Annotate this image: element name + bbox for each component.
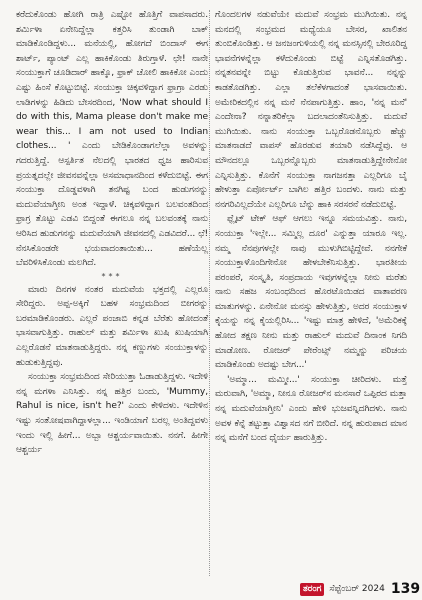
paragraph: ಕರೆದುಕೊಂಡು ಹೋಗಿ ರಾತ್ರಿ ಎಷ್ಟೋ ಹೊತ್ತಿಗೆ ವಾಪಸಾದರು. ಶರ್ಮಿಳಾ ಏನೇನಿದ್ದೆಲ್ಲಾ ಕತ್ತರಿಸಿ ತುಂಡಾಗಿ ಬಾಕ್ ಮಾಡಿಕೊಂಡಿದ್ದಳು... ಮನೆಯಲ್ಲಿ, ಹೋಗದೆ ಬಿಂದಾಸ್ ಈಗ ಶಾರ್ಟ್, ಪ್ಯಾಂಟ್ ಎಲ್ಲ ಹಾಕಿಕೊಂಡು ತಿರುಗ್ತಾಳೆ. ಛೇ! ನಾನೇ ಸಂಯುಕ್ತಾಗೆ ಚೂಡಿದಾರ್ ಹಾಕ್ಕೊ, ಫ್ರಾಕ್ ಚೋಲಿ ಹಾಕಿಕೋ ಎಂದು ಎಷ್ಟು ಹಿಂಸೆ ಕೊಟ್ಟುಬಿಟ್ಟೆ. ಸಂಯುಕ್ತಾ ಚಿಕ್ಕವಳಿದ್ದಾಗ ಫ್ರಾಗ್ರಾ ಎರಡು ಲಾಡಿಗಳನ್ನು ಹಿಡಿದು ಬೇಸರದಿಂದ, 'Now what should I do with this, Mama please don't make me wear this... I am not used to Indian clothes... ' ಎಂದು ಬೇಡಿಕೊಂಡಾಗಲೆಲ್ಲಾ ಅವಳನ್ನು ಗದರುತ್ತಿದ್ದೆ. ಆಸ್ಪರ್ತಿತ ನೆಲದಲ್ಲಿ ಭಾರತದ ಧ್ವಜ ಹಾರಿಸುವ ಪ್ರಯತ್ನದಲ್ಲೇ ಜೀವನವನ್ನೆಲ್ಲಾ ಅಸಮಾಧಾನದಿಂದ ಕಳೆದುಬಿಟ್ಟೆ. ಈಗ ಸಂಯುಕ್ತಾ ದೊಡ್ಡವಳಾಗಿ ತನಗಿಷ್ಟ ಬಂದ ಹುಡುಗನನ್ನು ಮದುವೆಯಾಗ್ತೀನಿ ಅಂತ ಇದ್ದಾಳೆ. ಚಿಕ್ಕವಳಿದ್ದಾಗ ಬಲವಂತದಿಂದ ಫ್ರಾಗ್ರ ತೊಟ್ಟು ಎಡವಿ ಬಿದ್ದಂತೆ ಈಗಲೂ ನನ್ನ ಬಲವಂತಕ್ಕೆ ನಾನು ಆರಿಸಿದ ಹುಡುಗನನ್ನು ಮದುವೆಯಾಗಿ ಜೀವನದಲ್ಲಿ ಎಡವಿದರೆ... ಛೆ! ನೆನಸಿಕೊಂಡರೇ ಭಯವಾದಂತಾಯಿತು... ಹಣೆಯೆಲ್ಲ ಬೆವರಿಳಿಸಿಕೊಂಡು ಮಲಗಿದೆ. bbox=[16, 10, 208, 269]
paragraph: ಗೊಂದಲಗಳ ನಡುವೆಯೇ ಮದುವೆ ಸಂಭ್ರಮ ಮುಗಿಯಿತು. ನನ್ನ ಮನದಲ್ಲಿ ಸಂಭ್ರಮದ ಮಧ್ಯೆಯೂ ಬೇಸರ, ಖಾಲಿತನ ತುಂಬಿಕೊಂಡಿತ್ತು. ಆ ಜನಜಂಗುಳಿಯಲ್ಲಿ ನನ್ನ ಮನಸ್ಸಿನಲ್ಲಿ ಬೇರೂರಿದ್ದ ಭಾವನೆಗಳನ್ನೆಲ್ಲಾ ಕಳೆದುಕೊಂಡು ಬಿಟ್ಟೆ ಎನ್ನಿಸತೊಡಗಿತ್ತು. ನನ್ನತನವನ್ನೇ ಬಿಟ್ಟು ಕೊಡುತ್ತಿರುವ ಭಾವನೆ... ನನ್ನನ್ನು ಕಾಡತೊಡಗಿತ್ತು. ಎಲ್ಲಾ ತಲೆಕೆಳಗಾದಂತೆ ಭಾಸವಾಯಿತು. ಅಮೇರಿಕದಲ್ಲಿನ ನನ್ನ ಮನೆ ನೆನಪಾಗುತ್ತಿತ್ತು. ಹಾಂ, 'ನನ್ನ ಮನೆ' ಎಂದೇನಾ? ನನ್ನಾತರಿಕೆಲ್ಲಾ ಬದಲಾದಂತೆನಿಸುತ್ತಿತ್ತು. ಮದುವೆ ಮುಗಿಯಿತು. ನಾನು ಸಂಯುಕ್ತಾ ಒಬ್ಬರೊಡನೊಬ್ಬರು ಹೆಚ್ಚು ಮಾತನಾಡದೆ ವಾಪಸ್ ಹೊರಡುವ ತಯಾರಿ ನಡೆಸಿದ್ದೆವು. ಆ ಮೌನದಲ್ಲೂ ಒಬ್ಬರನ್ನೊಬ್ಬರು ಮಾತನಾಡುತ್ತಿದ್ದೇನೇನೋ ಎನ್ನಿಸುತ್ತಿತ್ತು. ಕೊನೆಗೆ ಸಂಯುಕ್ತಾ ನಾಗಜನತ್ತಾ ಎಲ್ಲರಿಗೂ ಬೈ ಹೇಳುತ್ತಾ ಏರ್ಪೋರ್ಟ್ ಬಾಗಿಲ ಹತ್ತಿರ ಬಂದಳು. ನಾನು ಮತ್ತು ನನಗರಿವಿಲ್ಲದೆಯೇ ಎಲ್ಲರಿಗೂ ಬೆನ್ನು ಹಾಕಿ ಸರಸರನೆ ನಡೆದುಬಿಟ್ಟೆ. bbox=[215, 10, 407, 210]
page-footer bbox=[300, 581, 420, 597]
right-column bbox=[215, 8, 407, 446]
page-number: 139 bbox=[390, 581, 421, 597]
section-separator: *** bbox=[101, 271, 123, 281]
publication-logo: ತರಂಗ bbox=[300, 583, 324, 596]
paragraph: ಫ್ಲೈಟ್ ಟೇಕ್ ಆಫ್ ಆಗಲು ಇನ್ನೂ ಸಮಯವಿತ್ತು. ನಾನು, ಸಂಯುಕ್ತಾ 'ಇಲ್ಲೇ... ಸಮ್ಮಿಲ್ಲ ದೂರ' ಎನ್ನುತ್ತಾ ಯಾರೂ ಇಲ್ಲ. ನಮ್ಮ ನೆನಪುಗಳಲ್ಲೇ ನಾವು ಮುಳುಗಿಬಿಟ್ಟಿದ್ದೇವೆ. ನನಗೇಕೆ ಸಂಯುಕ್ತಾಳೊಂದಿಗೇನೋ ಹೇಳಬೇಕೆನಿಸುತ್ತಿತ್ತು. ಭಾರತೀಯ ಪರಂಪರೆ, ಸಂಸ್ಕೃತಿ, ಸಂಪ್ರದಾಯ ಇವುಗಳನ್ನೆಲ್ಲಾ ನೀನು ಮರೆತು ನಾನು ಸಹಜ ಸಂಬಂಧದಿಂದ ಹೊರಟೊಯಿಡದ ವಾತಾವರಣ ಮಾತುಗಳನ್ನು. ಏನೇನೋ ಮನಸ್ಸು ಹೇಳುತ್ತಿತ್ತು, ಅದರ ಸಂಯುಕ್ತಾಳ ಕೈಯನ್ನು ನನ್ನ ಕೈಯಲ್ಲಿರಿಸಿ... 'ಇಷ್ಟು ಮಾತ್ರ ಹೇಳಿದೆ, 'ಅಮೆರಿಕಕ್ಕೆ ಹೋದ ತಕ್ಷಣ ನೀನು ಮತ್ತು ರಾಹುಲ್ ಮದುವೆ ದಿನಾಂಕ ನಿಗದಿ ಮಾಡೋಣ. ರೋಜರ್ ಪೇರೆಂಟ್ಸ್ ನಮ್ಮನ್ನು ಪರಿಚಯ ಮಾಡಿಕೊಂಡು ಅದಷ್ಟು ಬೇಗ...' bbox=[215, 214, 407, 371]
paragraph: ಸಂಯುಕ್ತಾ ಸಂಭ್ರಮದಿಂದ ಸೇರಿಯುತ್ತಾ ಓಡಾಡುತ್ತಿದ್ದಳು. ಇದೇಳಿ ನನ್ನ ಮಗಳಾ ಎನಿಸಿತ್ತು. ನನ್ನ ಹತ್ತಿರ ಬಂದು, 'Mummy, Rahul is nice, isn't he?' ಎಂದು ಕೇಳಿದಳು. ಇದೇಳಿನ ಇಷ್ಟು ಸಂತೋಷವಾಗಿದ್ದಾಳಲ್ಲಾ... ಇಂಡಿಯಾಗೆ ಬರಲ್ಲ ಅಂತಿದ್ದವಳು ಇಂದು ಇಲ್ಲಿ ಹೀಗೆ... ಅಬ್ಬಾ ಆಶ್ಚರ್ಯವಾಯಿತು. ನನಗೆ. ಹೀಗೇ ಆಶ್ಚರ್ಯ bbox=[16, 372, 208, 456]
issue-date: ಸೆಪ್ಟೆಂಬರ್ 2024 bbox=[329, 584, 385, 594]
paragraph: ಮಾರು ದಿನಗಳ ನಂತರ ಮದುವೆಯ ಭಕ್ತದಲ್ಲಿ ಎಲ್ಲರೂ ಸೇರಿದ್ದರು. ಅಪ್ಪ-ಅಕ್ಕಿಗೆ ಬಹಳ ಸಂಭ್ರಮದಿಂದ ಬೀಗರನ್ನು ಬರಮಾಡಿಕೊಂಡರು. ಎಲ್ಲರೆ ಪಂಜಾಬಿ ಕನ್ನಡ ಬೆರೆತು ಹೋದಂತೆ ಭಾಸವಾಗುತ್ತಿತ್ತು. ರಾಹುಲ್ ಮತ್ತು ಶರ್ಮಿಳಾ ಖುಷಿ ಖುಷಿಯಾಗಿ ಎಲ್ಲರೊಡನೆ ಮಾತನಾಡುತ್ತಿದ್ದರು. ನನ್ನ ಕಣ್ಣುಗಳು ಸಂಯುಕ್ತಾಳನ್ನು ಹುಡುಕುತ್ತಿದ್ದವು. bbox=[16, 284, 208, 368]
paragraph: 'ಅಮ್ಮಾ... ಮಮ್ಮೀ...' ಸಂಯುಕ್ತಾ ಚೀರಿದಳು. ಮತ್ತೆ ಮರುವಾಗಿ, 'ಅಮ್ಮಾ, ನೀನೂ ರೋಜರ್‌ನ ಮನಸಾರೆ ಒಪ್ಪಿರದ ಮತ್ತಾ ನನ್ನ ಮದುವೆಯಾಗ್ತೀನಿ' ಎಂದು ಹೇಳಿ ಭುಜವನ್ನಿದಗಿದಳು. ನಾನು ಅವಳ ಕೆನ್ನೆ ತಟ್ಟುತ್ತಾ ವಿಶ್ವಾಸದ ನಗೆ ಬೀರಿದೆ. ನನ್ನ ಹುರುಪಾದ ಮಾನ ನನ್ನ ಮನೆಗೆ ಬಂದ ಧೈರ್ಯ ಹಾರುತ್ತಿತ್ತು. bbox=[215, 374, 407, 444]
column-divider bbox=[209, 10, 210, 576]
left-column bbox=[16, 8, 208, 458]
